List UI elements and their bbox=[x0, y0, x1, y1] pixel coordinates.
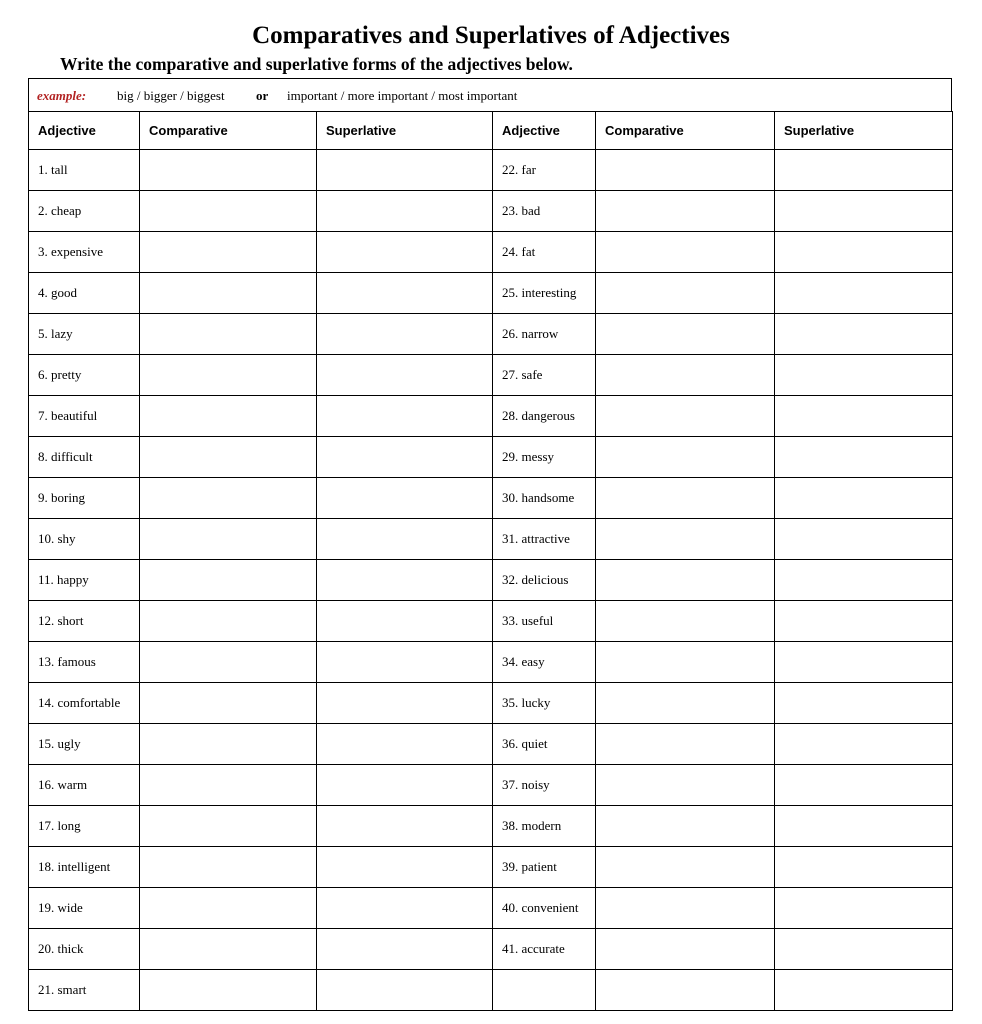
adjective-cell: 35. lucky bbox=[493, 683, 596, 724]
table-row bbox=[29, 724, 953, 765]
adjective-cell: 1. tall bbox=[29, 150, 140, 191]
adjective-cell: 2. cheap bbox=[29, 191, 140, 232]
superlative-answer-cell[interactable] bbox=[317, 642, 493, 683]
comparative-answer-cell[interactable] bbox=[596, 560, 775, 601]
comparative-answer-cell[interactable] bbox=[596, 437, 775, 478]
comparative-answer-cell[interactable] bbox=[596, 724, 775, 765]
superlative-answer-cell[interactable] bbox=[317, 765, 493, 806]
example-first: big / bigger / biggest bbox=[117, 88, 225, 103]
comparative-answer-cell[interactable] bbox=[140, 314, 317, 355]
comparative-answer-cell[interactable] bbox=[140, 683, 317, 724]
superlative-answer-cell[interactable] bbox=[317, 724, 493, 765]
adjective-cell: 39. patient bbox=[493, 847, 596, 888]
adjective-cell: 13. famous bbox=[29, 642, 140, 683]
header-superlative-right: Superlative bbox=[775, 112, 953, 150]
superlative-answer-cell[interactable] bbox=[317, 314, 493, 355]
superlative-answer-cell[interactable] bbox=[775, 191, 953, 232]
table-row bbox=[29, 273, 953, 314]
adjective-cell: 36. quiet bbox=[493, 724, 596, 765]
adjective-cell: 9. boring bbox=[29, 478, 140, 519]
comparative-answer-cell[interactable] bbox=[140, 806, 317, 847]
comparative-answer-cell[interactable] bbox=[140, 847, 317, 888]
table-row bbox=[29, 232, 953, 273]
table-header-row bbox=[29, 112, 953, 150]
adjective-cell: 19. wide bbox=[29, 888, 140, 929]
superlative-answer-cell[interactable] bbox=[775, 355, 953, 396]
table-row bbox=[29, 642, 953, 683]
adjective-cell: 7. beautiful bbox=[29, 396, 140, 437]
adjective-cell: 38. modern bbox=[493, 806, 596, 847]
superlative-answer-cell[interactable] bbox=[317, 929, 493, 970]
superlative-answer-cell[interactable] bbox=[775, 765, 953, 806]
table-row bbox=[29, 765, 953, 806]
adjective-cell: 20. thick bbox=[29, 929, 140, 970]
table-row bbox=[29, 478, 953, 519]
superlative-answer-cell[interactable] bbox=[775, 601, 953, 642]
superlative-answer-cell[interactable] bbox=[317, 273, 493, 314]
table-row bbox=[29, 683, 953, 724]
header-superlative-left: Superlative bbox=[317, 112, 493, 150]
superlative-answer-cell[interactable] bbox=[317, 437, 493, 478]
adjective-cell: 8. difficult bbox=[29, 437, 140, 478]
table-row bbox=[29, 396, 953, 437]
comparative-answer-cell[interactable] bbox=[140, 601, 317, 642]
adjective-cell: 24. fat bbox=[493, 232, 596, 273]
superlative-answer-cell[interactable] bbox=[775, 847, 953, 888]
superlative-answer-cell[interactable] bbox=[317, 601, 493, 642]
adjective-cell bbox=[493, 970, 596, 1011]
adjective-table bbox=[28, 111, 953, 1011]
header-comparative-left: Comparative bbox=[140, 112, 317, 150]
superlative-answer-cell[interactable] bbox=[775, 888, 953, 929]
superlative-answer-cell[interactable] bbox=[775, 396, 953, 437]
superlative-answer-cell[interactable] bbox=[317, 478, 493, 519]
adjective-cell: 30. handsome bbox=[493, 478, 596, 519]
comparative-answer-cell[interactable] bbox=[596, 150, 775, 191]
superlative-answer-cell[interactable] bbox=[317, 150, 493, 191]
header-adjective-left: Adjective bbox=[29, 112, 140, 150]
table-row bbox=[29, 191, 953, 232]
adjective-cell: 6. pretty bbox=[29, 355, 140, 396]
table-row bbox=[29, 519, 953, 560]
comparative-answer-cell[interactable] bbox=[596, 765, 775, 806]
worksheet-instructions: Write the comparative and superlative forms of the adjectives below. bbox=[60, 54, 573, 74]
adjective-cell: 14. comfortable bbox=[29, 683, 140, 724]
superlative-answer-cell[interactable] bbox=[775, 437, 953, 478]
table-row bbox=[29, 806, 953, 847]
comparative-answer-cell[interactable] bbox=[596, 191, 775, 232]
superlative-answer-cell[interactable] bbox=[775, 232, 953, 273]
adjective-cell: 15. ugly bbox=[29, 724, 140, 765]
adjective-cell: 31. attractive bbox=[493, 519, 596, 560]
table-row bbox=[29, 601, 953, 642]
header-adjective-right: Adjective bbox=[493, 112, 596, 150]
superlative-answer-cell[interactable] bbox=[317, 191, 493, 232]
comparative-answer-cell[interactable] bbox=[140, 519, 317, 560]
comparative-answer-cell[interactable] bbox=[596, 970, 775, 1011]
superlative-answer-cell[interactable] bbox=[775, 970, 953, 1011]
superlative-answer-cell[interactable] bbox=[317, 970, 493, 1011]
comparative-answer-cell[interactable] bbox=[596, 478, 775, 519]
adjective-cell: 4. good bbox=[29, 273, 140, 314]
superlative-answer-cell[interactable] bbox=[775, 806, 953, 847]
comparative-answer-cell[interactable] bbox=[596, 806, 775, 847]
superlative-answer-cell[interactable] bbox=[775, 150, 953, 191]
comparative-answer-cell[interactable] bbox=[596, 601, 775, 642]
header-comparative-right: Comparative bbox=[596, 112, 775, 150]
comparative-answer-cell[interactable] bbox=[596, 847, 775, 888]
superlative-answer-cell[interactable] bbox=[775, 314, 953, 355]
comparative-answer-cell[interactable] bbox=[596, 683, 775, 724]
example-second: important / more important / most important bbox=[287, 88, 518, 103]
superlative-answer-cell[interactable] bbox=[775, 273, 953, 314]
superlative-answer-cell[interactable] bbox=[317, 806, 493, 847]
comparative-answer-cell[interactable] bbox=[596, 273, 775, 314]
superlative-answer-cell[interactable] bbox=[317, 355, 493, 396]
superlative-answer-cell[interactable] bbox=[775, 478, 953, 519]
superlative-answer-cell[interactable] bbox=[775, 560, 953, 601]
adjective-cell: 16. warm bbox=[29, 765, 140, 806]
superlative-answer-cell[interactable] bbox=[317, 232, 493, 273]
table-row bbox=[29, 314, 953, 355]
comparative-answer-cell[interactable] bbox=[140, 929, 317, 970]
adjective-cell: 29. messy bbox=[493, 437, 596, 478]
adjective-cell: 21. smart bbox=[29, 970, 140, 1011]
comparative-answer-cell[interactable] bbox=[140, 888, 317, 929]
table-row bbox=[29, 150, 953, 191]
superlative-answer-cell[interactable] bbox=[317, 683, 493, 724]
comparative-answer-cell[interactable] bbox=[596, 355, 775, 396]
adjective-cell: 11. happy bbox=[29, 560, 140, 601]
superlative-answer-cell[interactable] bbox=[317, 396, 493, 437]
superlative-answer-cell[interactable] bbox=[317, 519, 493, 560]
comparative-answer-cell[interactable] bbox=[140, 273, 317, 314]
adjective-cell: 28. dangerous bbox=[493, 396, 596, 437]
example-label: example: bbox=[37, 88, 87, 103]
adjective-cell: 37. noisy bbox=[493, 765, 596, 806]
comparative-answer-cell[interactable] bbox=[596, 519, 775, 560]
adjective-cell: 23. bad bbox=[493, 191, 596, 232]
adjective-cell: 40. convenient bbox=[493, 888, 596, 929]
comparative-answer-cell[interactable] bbox=[140, 765, 317, 806]
table-row bbox=[29, 560, 953, 601]
adjective-cell: 3. expensive bbox=[29, 232, 140, 273]
comparative-answer-cell[interactable] bbox=[140, 642, 317, 683]
adjective-cell: 27. safe bbox=[493, 355, 596, 396]
table-row bbox=[29, 355, 953, 396]
comparative-answer-cell[interactable] bbox=[140, 396, 317, 437]
comparative-answer-cell[interactable] bbox=[596, 888, 775, 929]
comparative-answer-cell[interactable] bbox=[596, 396, 775, 437]
adjective-cell: 41. accurate bbox=[493, 929, 596, 970]
superlative-answer-cell[interactable] bbox=[775, 519, 953, 560]
table-row bbox=[29, 437, 953, 478]
comparative-answer-cell[interactable] bbox=[140, 970, 317, 1011]
comparative-answer-cell[interactable] bbox=[140, 232, 317, 273]
comparative-answer-cell[interactable] bbox=[596, 232, 775, 273]
comparative-answer-cell[interactable] bbox=[596, 929, 775, 970]
comparative-answer-cell[interactable] bbox=[140, 150, 317, 191]
superlative-answer-cell[interactable] bbox=[317, 847, 493, 888]
adjective-cell: 26. narrow bbox=[493, 314, 596, 355]
example-or: or bbox=[256, 88, 269, 103]
comparative-answer-cell[interactable] bbox=[140, 191, 317, 232]
example-box bbox=[28, 78, 952, 111]
adjective-cell: 10. shy bbox=[29, 519, 140, 560]
comparative-answer-cell[interactable] bbox=[140, 560, 317, 601]
table-row bbox=[29, 970, 953, 1011]
adjective-cell: 32. delicious bbox=[493, 560, 596, 601]
superlative-answer-cell[interactable] bbox=[775, 929, 953, 970]
table-row bbox=[29, 929, 953, 970]
superlative-answer-cell[interactable] bbox=[317, 560, 493, 601]
comparative-answer-cell[interactable] bbox=[140, 355, 317, 396]
comparative-answer-cell[interactable] bbox=[596, 642, 775, 683]
adjective-cell: 34. easy bbox=[493, 642, 596, 683]
comparative-answer-cell[interactable] bbox=[596, 314, 775, 355]
comparative-answer-cell[interactable] bbox=[140, 478, 317, 519]
comparative-answer-cell[interactable] bbox=[140, 724, 317, 765]
superlative-answer-cell[interactable] bbox=[775, 642, 953, 683]
superlative-answer-cell[interactable] bbox=[317, 888, 493, 929]
worksheet-title: Comparatives and Superlatives of Adjectives bbox=[252, 22, 730, 49]
superlative-answer-cell[interactable] bbox=[775, 683, 953, 724]
table-row bbox=[29, 847, 953, 888]
comparative-answer-cell[interactable] bbox=[140, 437, 317, 478]
adjective-cell: 18. intelligent bbox=[29, 847, 140, 888]
adjective-cell: 17. long bbox=[29, 806, 140, 847]
adjective-cell: 33. useful bbox=[493, 601, 596, 642]
adjective-cell: 25. interesting bbox=[493, 273, 596, 314]
adjective-cell: 22. far bbox=[493, 150, 596, 191]
adjective-cell: 12. short bbox=[29, 601, 140, 642]
superlative-answer-cell[interactable] bbox=[775, 724, 953, 765]
adjective-cell: 5. lazy bbox=[29, 314, 140, 355]
table-row bbox=[29, 888, 953, 929]
